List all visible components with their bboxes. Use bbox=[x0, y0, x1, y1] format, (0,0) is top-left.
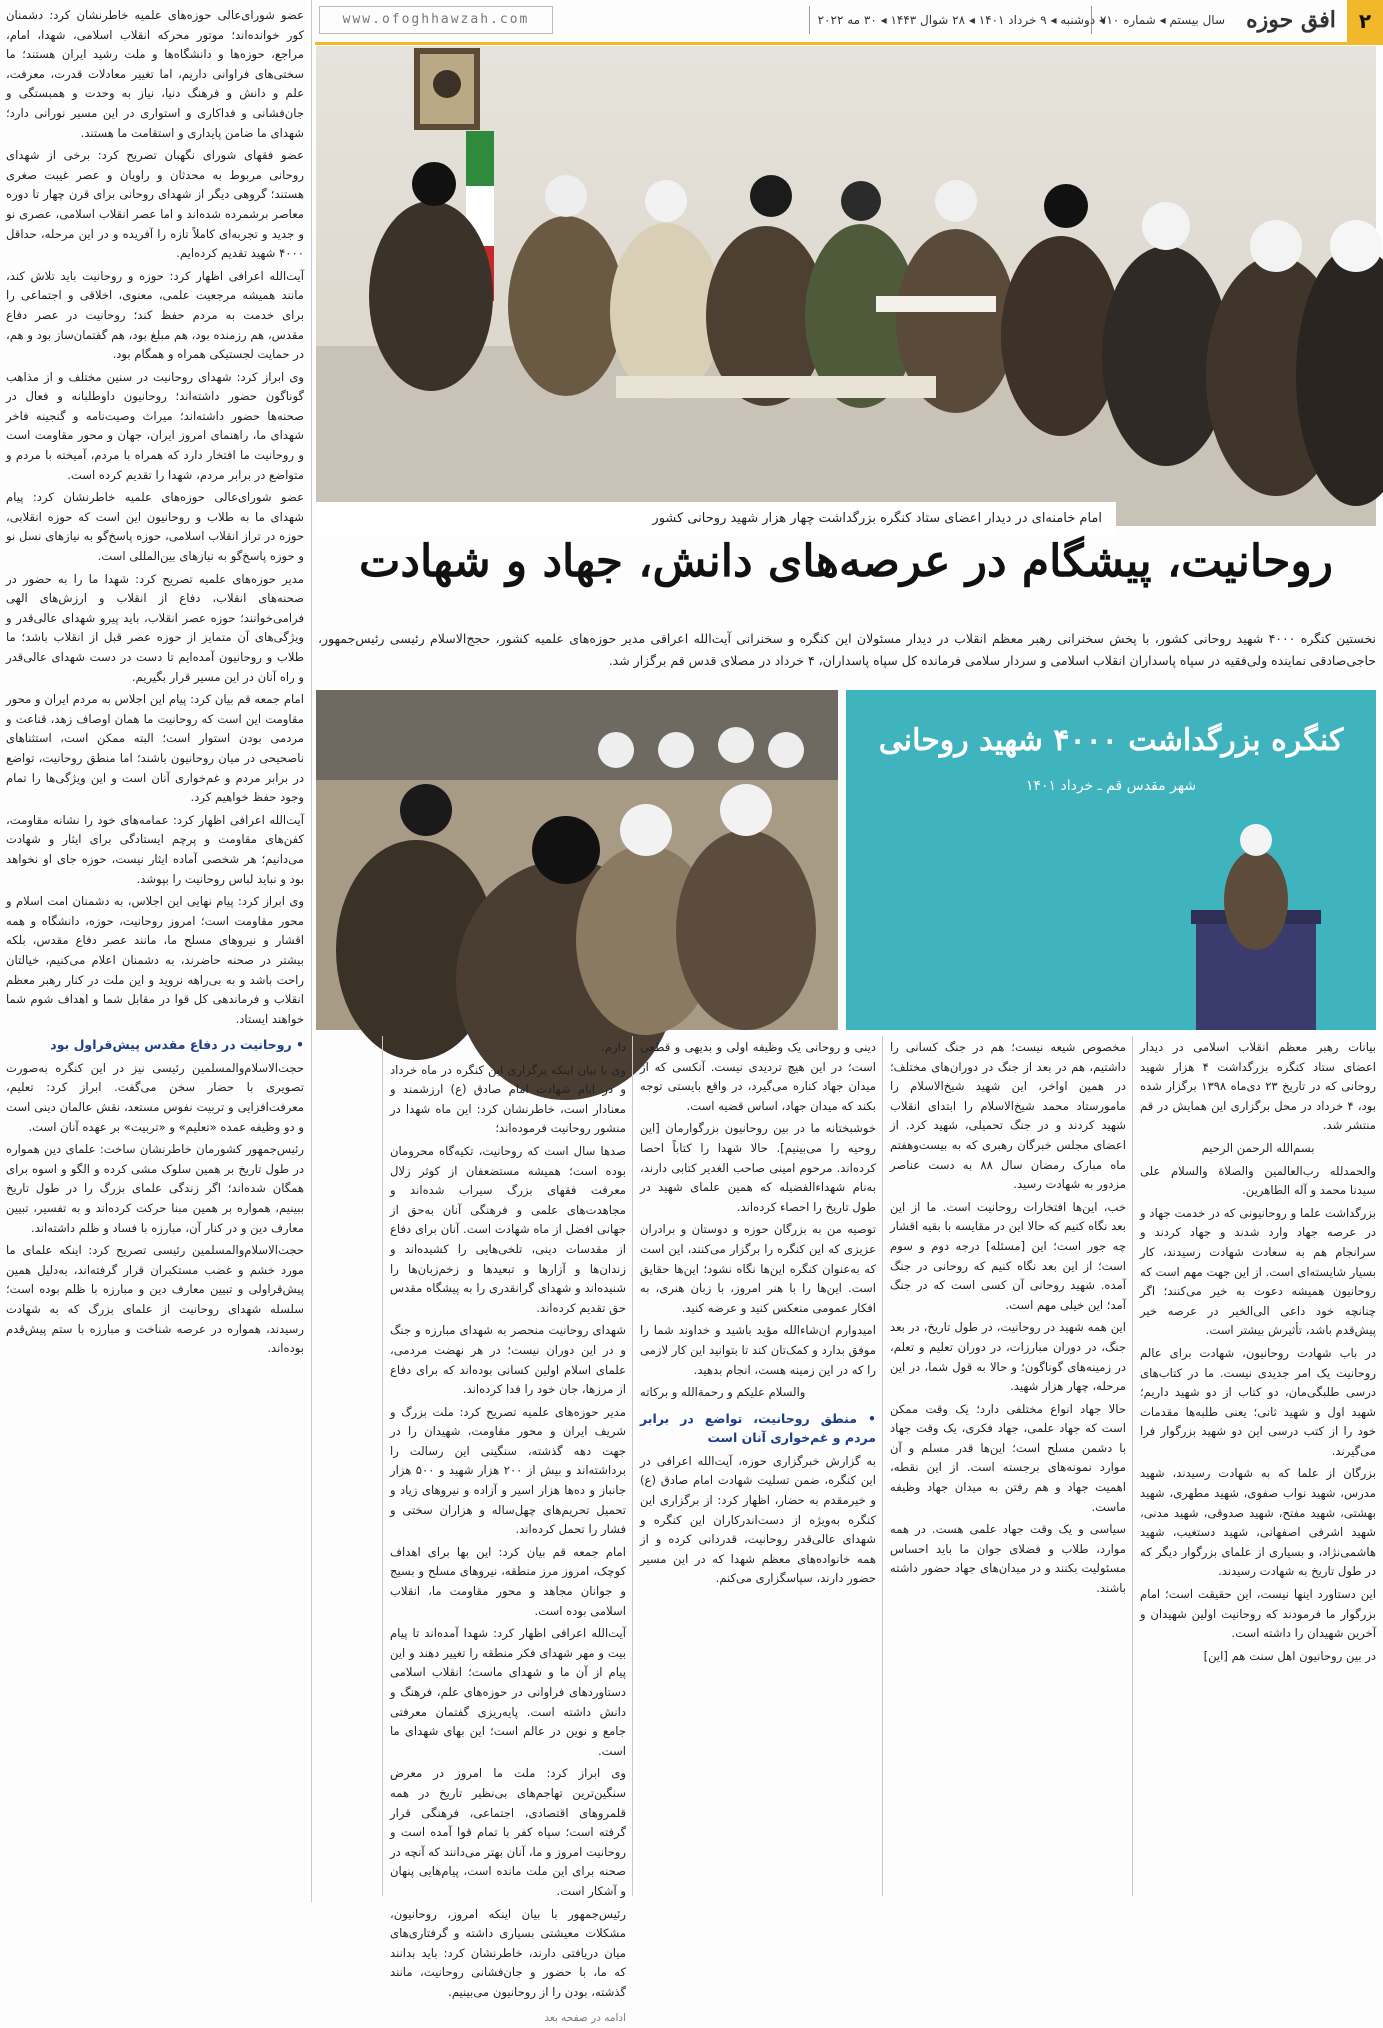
subheading: • منطق روحانیت، تواضع در برابر مردم و غم‌خواری آنان است bbox=[640, 1409, 876, 1448]
column-2 bbox=[316, 1038, 376, 1898]
masthead bbox=[315, 0, 1383, 45]
paragraph: توصیه من به بزرگان حوزه و دوستان و برادران عزیزی که این کنگره را برگزار می‌کنند، این است که به‌عنوان کنگره این‌ها نگاه نشود؛ این‌ها حقایق است. این‌ها را با هنر امروز، با زبان هنری، به افکار عمومی منعکس کنید و عرضه کنید. bbox=[640, 1220, 876, 1318]
paragraph: امام جمعه قم بیان کرد: این بها برای اهداف کوچک، امروز مرز منطقه، نیروهای مسلح و بسیج و جوانان مجاهد و محور مقاومت ما، انقلاب اسلامی بوده است. bbox=[390, 1543, 626, 1621]
paragraph: مخصوص شیعه نیست؛ هم در جنگ کسانی را داشتیم، هم در بعد از جنگ در دوران‌های مختلف؛ در همین اواخر، این شهید شیخ‌الاسلام را مامورستاد محمد شیخ‌الاسلام را ابتدای انقلاب شهید کردند و در جنگ تحمیلی، شهید کرد. از اعضای مجلس خبرگان رهبری که به بیست‌وهفتم ماه مبارک رمضان سال ۸۸ به دست عناصر مزدور به شهادت رسید. bbox=[890, 1038, 1126, 1195]
column-6 bbox=[1140, 1038, 1376, 1898]
paragraph: عضو شورای‌عالی حوزه‌های علمیه خاطرنشان کرد: پیام شهدای ما به طلاب و روحانیون این است که حوزه انقلابی، حوزه در تراز انقلاب اسلامی، حوزه پاسخ‌گو به نیازهای نسل نو و حوزه پاسخ‌گو به نیازهای بین‌المللی است. bbox=[6, 488, 304, 566]
column-divider bbox=[632, 1036, 633, 1896]
banner-subtitle: شهر مقدس قم ـ خرداد ۱۴۰۱ bbox=[1026, 778, 1196, 794]
left-column bbox=[6, 6, 304, 1896]
congress-stage-photo bbox=[846, 690, 1376, 1030]
paragraph: شهدای روحانیت منحصر به شهدای مبارزه و جنگ و در این دوران نیست؛ در هر نهضت مردمی، علمای اسلام اولین کسانی بوده‌اند که برای دفاع از مرزها، جان خود را فدا کرده‌اند. bbox=[390, 1321, 626, 1399]
column-4 bbox=[640, 1038, 876, 1898]
banner-title: کنگره بزرگداشت ۴۰۰۰ شهید روحانی bbox=[879, 722, 1344, 758]
paragraph: وی با بیان اینکه برگزاری این کنگره در ماه خرداد و در ایام شهادت امام صادق (ع) ارزشمند و معنادار است، خاطرنشان کرد: این ماه شهدا در منشور روحانیت فرموده‌اند؛ bbox=[390, 1061, 626, 1139]
paragraph: امام جمعه قم بیان کرد: پیام این اجلاس به مردم ایران و محور مقاومت این است که روحانیت ما همان اوصاف زهد، قناعت و مردمی بودن استوار است؛ البته ممکن است، استثناهای ناصحیحی در میان روحانیون باشند؛ اما منطق روحانیت، تواضع در برابر مردم و غم‌خواری آنان است و این ویژگی‌ها را تمام وجود حفظ خواهیم کرد. bbox=[6, 690, 304, 808]
paragraph: بزرگان از علما که به شهادت رسیدند، شهید مدرس، شهید نواب صفوی، شهید مطهری، شهید بهشتی، شهید مفتح، شهید صدوقی، شهید مدنی، شهید اشرفی اصفهانی، شهید دستغیب، شهید هاشمی‌نژاد، و بسیاری از علمای بزرگوار دیگر که در طول تاریخ به شهادت رسیدند. bbox=[1140, 1464, 1376, 1582]
paragraph: وی ابراز کرد: شهدای روحانیت در سنین مختلف و از مذاهب گوناگون حضور داشته‌اند؛ روحانیون داوطلبانه و فعال در صحنه‌ها حضور داشته‌اند؛ میراث وصیت‌نامه و گنجینه فاخر شهدای ما، راهنمای امروز ایران، جهان و محور مقاومت است و روحانیت ما افتخار دارد که همراه با مردم، آمیخته با مردم و متواضع در برابر مردم، شهدا را تقدیم کرده است. bbox=[6, 368, 304, 486]
paragraph: بسم‌الله الرحمن الرحیم bbox=[1140, 1139, 1376, 1159]
paragraph: دارم. bbox=[390, 1038, 626, 1058]
column-divider bbox=[1132, 1036, 1133, 1896]
column-3 bbox=[390, 1038, 626, 1898]
paragraph: مدیر حوزه‌های علمیه تصریح کرد: ملت بزرگ و شریف ایران و محور مقاومت، شهیدان را در جهت دهه گذشته، سنگینی این رسالت را برداشته‌اند و بیش از ۲۰۰ هزار شهید و ۵۰۰ هزار جانباز و ده‌ها هزار اسیر و آزاده و نیروهای زیاد و تحمیل تحریم‌های چهل‌ساله و هزاران سختی و فشار را تحمل کرده‌اند. bbox=[390, 1403, 626, 1540]
website-url[interactable]: www.ofoghhawzah.com bbox=[319, 6, 553, 34]
paragraph: آیت‌الله اعرافی اظهار کرد: عمامه‌های خود را نشانه مقاومت، کفن‌های مقاومت و پرچم ایستادگی برای ایثار و شهادت می‌دانیم؛ هر شخصی آماده ایثار نیست، حوزه جای او نخواهد بود و نباید لباس روحانیت را بپوشد. bbox=[6, 811, 304, 889]
main-photo-caption: امام خامنه‌ای در دیدار اعضای ستاد کنگره بزرگداشت چهار هزار شهید روحانی کشور bbox=[316, 502, 1116, 536]
paragraph: عضو فقهای شورای نگهبان تصریح کرد: برخی از شهدای روحانی مربوط به محدثان و راویان و عصر غیبت صغری هستند؛ گروهی دیگر از شهدای روحانی برای قرن چهار تا دوره معاصر برشمرده شده‌اند و اما عصر انقلاب اسلامی، عصری نو و جدید و تجربه‌ای کاملاً تازه را آفریده و در این مرحله، حداقل ۴۰۰۰ شهید تقدیم کرده‌ایم. bbox=[6, 146, 304, 264]
paragraph: والحمدلله رب‌العالمین والصلاة والسلام علی سیدنا محمد و آله الطاهرین. bbox=[1140, 1162, 1376, 1201]
column-divider bbox=[311, 0, 312, 1902]
paragraph: بیانات رهبر معظم انقلاب اسلامی در دیدار اعضای ستاد کنگره بزرگداشت ۴ هزار شهید روحانی که در تاریخ ۲۳ دی‌ماه ۱۳۹۸ برگزار شده بود، ۴ خرداد در محل برگزاری این همایش در قم منتشر شد. bbox=[1140, 1038, 1376, 1136]
paragraph: در بین روحانیون اهل سنت هم [این] bbox=[1140, 1647, 1376, 1667]
newspaper-logo: افق حوزه bbox=[1243, 4, 1339, 36]
subheading: • روحانیت در دفاع مقدس پیش‌قراول بود bbox=[6, 1035, 304, 1055]
paragraph: دینی و روحانی یک وظیفه اولی و بدیهی و قطعی است؛ در این هیچ تردیدی نیست. آنکسی که از میدان جهاد کناره می‌گیرد، در واقع بایستی توجه بکند که میدان جهاد، اساس قضیه است. bbox=[640, 1038, 876, 1116]
paragraph: این دستاورد اینها نیست، این حقیقت است؛ امام بزرگوار ما فرمودند که روحانیت اولین شهیدان و آخرین شهیدان را داشته است. bbox=[1140, 1585, 1376, 1644]
paragraph: آیت‌الله اعرافی اظهار کرد: شهدا آمده‌اند تا پیام بیت و مهر شهدای فکر منطقه را تغییر دهند و این پیام از آن ما و شهدای ماست؛ انقلاب اسلامی دستاوردهای فراوانی در حوزه‌های علم، فرهنگ و دانش داشته است. پایه‌ریزی گفتمان معرفتی جامع و نوین در عالم است؛ این بهای شهدای ما است. bbox=[390, 1624, 626, 1761]
paragraph: بزرگداشت علما و روحانیونی که در خدمت جهاد و در عرصه جهاد وارد شدند و جهاد کردند و سرانجام هم به سعادت شهادت رسیدند، کار بسیار شایسته‌ای است. از این جهت مهم است که روحانیون همیشه دعوت به خیر می‌کنند؛ اگر چنانچه خود داعی الی‌الخیر در عرصه خیر پیش‌قدم باشد، تأثیرش بیشتر است. bbox=[1140, 1204, 1376, 1341]
paragraph: آیت‌الله اعرافی اظهار کرد: حوزه و روحانیت باید تلاش کند، مانند همیشه مرجعیت علمی، معنوی، اخلاقی و اجتماعی را برای خدمت به مردم حفظ کند؛ روحانیت در عصر دفاع مقدس، هم رزمنده بود، هم مبلغ بود، هم گفتمان‌ساز بود و هم، در حمایت لجستیکی همراه و همگام بود. bbox=[6, 267, 304, 365]
paragraph: به گزارش خبرگزاری حوزه، آیت‌الله اعرافی در این کنگره، ضمن تسلیت شهادت امام صادق (ع) و خیرمقدم به حضار، اظهار کرد: از برگزاری این کنگره به‌ویژه از دست‌اندرکاران این کنگره و شهدای عالی‌قدر روحانیت، قدردانی کرده و از همه خانواده‌های معظم شهدا که در این مسیر حضور دارند، سپاسگزاری می‌کنم. bbox=[640, 1452, 876, 1589]
paragraph: سیاسی و یک وقت جهاد علمی هست. در همه موارد، طلاب و فضلای جوان ما باید احساس مسئولیت بکنند و در میدان‌های جهاد حضور داشته باشند. bbox=[890, 1520, 1126, 1598]
main-photo bbox=[316, 46, 1376, 526]
paragraph: حجت‌الاسلام‌والمسلمین رئیسی نیز در این کنگره به‌صورت تصویری با حضار سخن می‌گفت. ابراز کرد: تعلیم، معرفت‌افزایی و تربیت نفوس مستعد، نقش عالمان دینی است و دو وظیفه عمده «تعلیم» و «تربیت» بر عهده آنان است. bbox=[6, 1059, 304, 1137]
audience-photo bbox=[316, 690, 838, 1030]
continued-note: ادامه در صفحه بعد bbox=[390, 2009, 626, 2028]
paragraph: حالا جهاد انواع مختلفی دارد؛ یک وقت ممکن است که جهاد علمی، جهاد فکری، یک وقت جهاد با دشمن مسلح است؛ این‌ها قدر مسلم و آن موارد نمونه‌های برجسته است. از این نقطه، اهمیت جهاد و هم رفتن به میدان جهاد وظیفه ماست. bbox=[890, 1400, 1126, 1518]
paragraph: خوشبختانه ما در بین روحانیون بزرگوارمان [این روحیه را می‌بینیم]. حالا شهدا را کتاباً احصا کرده‌اند. مرحوم امینی صاحب الغدیر کتابی دارند، به‌نام شهداءالفضیله که همین علمای شهید در طول تاریخ را احصاء کرده‌اند. bbox=[640, 1119, 876, 1217]
paragraph: والسلام علیکم و رحمةالله و برکاته bbox=[640, 1383, 876, 1403]
headline: روحانیت، پیشگام در عرصه‌های دانش، جهاد و شهادت bbox=[316, 536, 1376, 587]
paragraph: خب، این‌ها افتخارات روحانیت است. ما از این بعد نگاه کنیم که حالا این در مقایسه با بقیه اقشار چه جور است؛ این [مسئله] درجه دوم و سوم است؛ از این بعد نگاه کنیم که روحانی در جنگ آمده. شهید روحانی آن کسی است که در جنگ آمد؛ این خیلی مهم است. bbox=[890, 1198, 1126, 1316]
page-number: ۲ bbox=[1347, 0, 1383, 42]
paragraph: این همه شهید در روحانیت، در طول تاریخ، در بعد جنگ، در دوران مبارزات، در دوران تعلیم و تعلم، در زمینه‌های گوناگون؛ و حالا به قول شما، در این مرحله، چهار هزار شهید. bbox=[890, 1318, 1126, 1396]
lead-paragraph: نخستین کنگره ۴۰۰۰ شهید روحانی کشور، با پخش سخنرانی رهبر معظم انقلاب در دیدار مسئولان این کنگره و سخنرانی آیت‌الله اعرافی مدیر حوزه‌های علمیه کشور، حجج‌الاسلام رئیسی رئیس‌جمهور، حاجی‌صادقی نماینده ولی‌فقیه در سپاه پاسداران انقلاب اسلامی و سردار سلامی فرمانده کل سپاه پاسداران، ۴ خرداد در مصلای قدس قم برگزار شد. bbox=[318, 628, 1376, 672]
issue-info: سال بیستم ◂ شماره ۷۱۰ bbox=[1091, 6, 1233, 34]
paragraph: رئیس‌جمهور کشورمان خاطرنشان ساخت: علمای دین همواره در طول تاریخ بر همین سلوک مشی کرده و الگو و اسوه برای همگان شده‌اند؛ اگر زندگی علمای بزرگ را در طول تاریخ ببینیم، همواره بر همین مبنا حرکت کرده‌اند و به تفسیر، تبیین معارف دین و در کنار آن، مبارزه با فساد و ظلم داشته‌اند. bbox=[6, 1140, 304, 1238]
column-divider bbox=[382, 1036, 383, 1896]
paragraph: وی ابراز کرد: ملت ما امروز در معرض سنگین‌ترین تهاجم‌های بی‌نظیر تاریخ در همه قلمروهای اقتصادی، اجتماعی، فرهنگی قرار گرفته است؛ سپاه کفر با تمام قوا آمده است و روحانیت امروز و ما، آنان بهتر می‌دانند که آنچه در صحنه برای این ملت مانده است، پیام‌هایی پنهان و آشکار است. bbox=[390, 1764, 626, 1901]
leader-meeting-photo bbox=[316, 46, 1376, 526]
column-5 bbox=[890, 1038, 1126, 1898]
paragraph: امیدوارم ان‌شاءالله مؤید باشید و خداوند شما را موفق بدارد و کمک‌تان کند تا بتوانید این کار لازمی را که در این زمینه هست، انجام بدهید. bbox=[640, 1321, 876, 1380]
column-divider bbox=[882, 1036, 883, 1896]
paragraph: صدها سال است که روحانیت، تکیه‌گاه محرومان بوده است؛ همیشه مستضعفان از کوثر زلال معرفت فقهای بزرگ سیراب شده‌اند و مجاهدت‌های علمی و فرهنگی آنان به‌حق از جهانی افضل از ماه شهادت است. آنان برای دفاع از مقدسات دینی، تلخی‌هایی را کشیده‌اند و زندان‌ها و آزارها و تبعیدها و زخم‌زبان‌ها را شنیده‌اند و شهدای گرانقدری را به پیشگاه مقدس حق تقدیم کرده‌اند. bbox=[390, 1142, 626, 1318]
paragraph: وی ابراز کرد: پیام نهایی این اجلاس، به دشمنان امت اسلام و محور مقاومت است؛ امروز روحانیت، حوزه، دانشگاه و همه اقشار و نیروهای مسلح ما، مانند عصر دفاع مقدس، بلکه بیشتر در صحنه حاضرند، به دشمنان اعلام می‌کنیم، خیالتان راحت باشد و به بی‌راهه نروید و این ملت در کنار رهبر معظم انقلاب و فرماندهی کل قوا در مقابل شما و اهداف شوم شما خواهند ایستاد. bbox=[6, 892, 304, 1029]
paragraph: رئیس‌جمهور با بیان اینکه امروز، روحانیون، مشکلات معیشتی بسیاری داشته و گرفتاری‌های میان دریافتی دارند، خاطرنشان کرد: باید بدانند که ما، با حضور و جان‌فشانی روحانیت، مانند گذشته، بودن را از روحانیون می‌بینیم. bbox=[390, 1905, 626, 2003]
paragraph: عضو شورای‌عالی حوزه‌های علمیه خاطرنشان کرد: دشمنان کور خوانده‌اند؛ موتور محرکه انقلاب اسلامی، شهدا، امام، مراجع، حوزه‌ها و دانشگاه‌ها و ملت رشید ایران هستند؛ ما سختی‌های فراوانی داریم، اما تغییر معادلات قدرت، معرفت، علم و دانش و فرهنگ دنیا، نیاز به وحدت و همبستگی و جان‌فشانی و فداکاری و استواری در این مسیر نورانی دارد؛ شهدای ما ضامن پایداری و استقامت ما هستند. bbox=[6, 6, 304, 143]
issue-date: ◂ دوشنبه ◂ ۹ خرداد ۱۴۰۱ ◂ ۲۸ شوال ۱۴۴۳ ◂ ۳۰ مه ۲۰۲۲ bbox=[809, 6, 1113, 34]
paragraph: در باب شهادت روحانیون، شهادت برای عالم روحانیت یک امر جدیدی نیست. ما در کتاب‌های درسی طلبگی‌مان، دو کتاب از دو شهید داریم؛ شهید اول و شهید ثانی؛ یعنی طلبه‌ها مقدمات خود را از کتب درسی این دو شهید بزرگوار فرا می‌گیرند. bbox=[1140, 1344, 1376, 1462]
paragraph: مدیر حوزه‌های علمیه تصریح کرد: شهدا ما را به حضور در صحنه‌های انقلاب، دفاع از انقلاب و ارزش‌های الهی فرامی‌خوانند؛ حوزه عصر انقلاب، باید پیرو شهدای عالی‌قدر و ویژگی‌های آن متمایز از حوزه عصر قبل از انقلاب باشد؛ ما طلاب و روحانیون آمده‌ایم تا دست در دست شهدای عالی‌قدر و راه آنان در این مسیر قرار بگیریم. bbox=[6, 570, 304, 688]
paragraph: حجت‌الاسلام‌والمسلمین رئیسی تصریح کرد: اینکه علمای ما مورد خشم و غضب مستکبران قرار گرفته‌اند، به‌دلیل همین پیش‌قراولی و تبیین معارف دین و مبارزه با ظلم بوده است؛ سلسله شهدای روحانیت از علمای بزرگ که به شهادت رسیدند، همواره در عرصه شناخت و مبارزه با ستم پیش‌قدم بوده‌اند. bbox=[6, 1241, 304, 1359]
